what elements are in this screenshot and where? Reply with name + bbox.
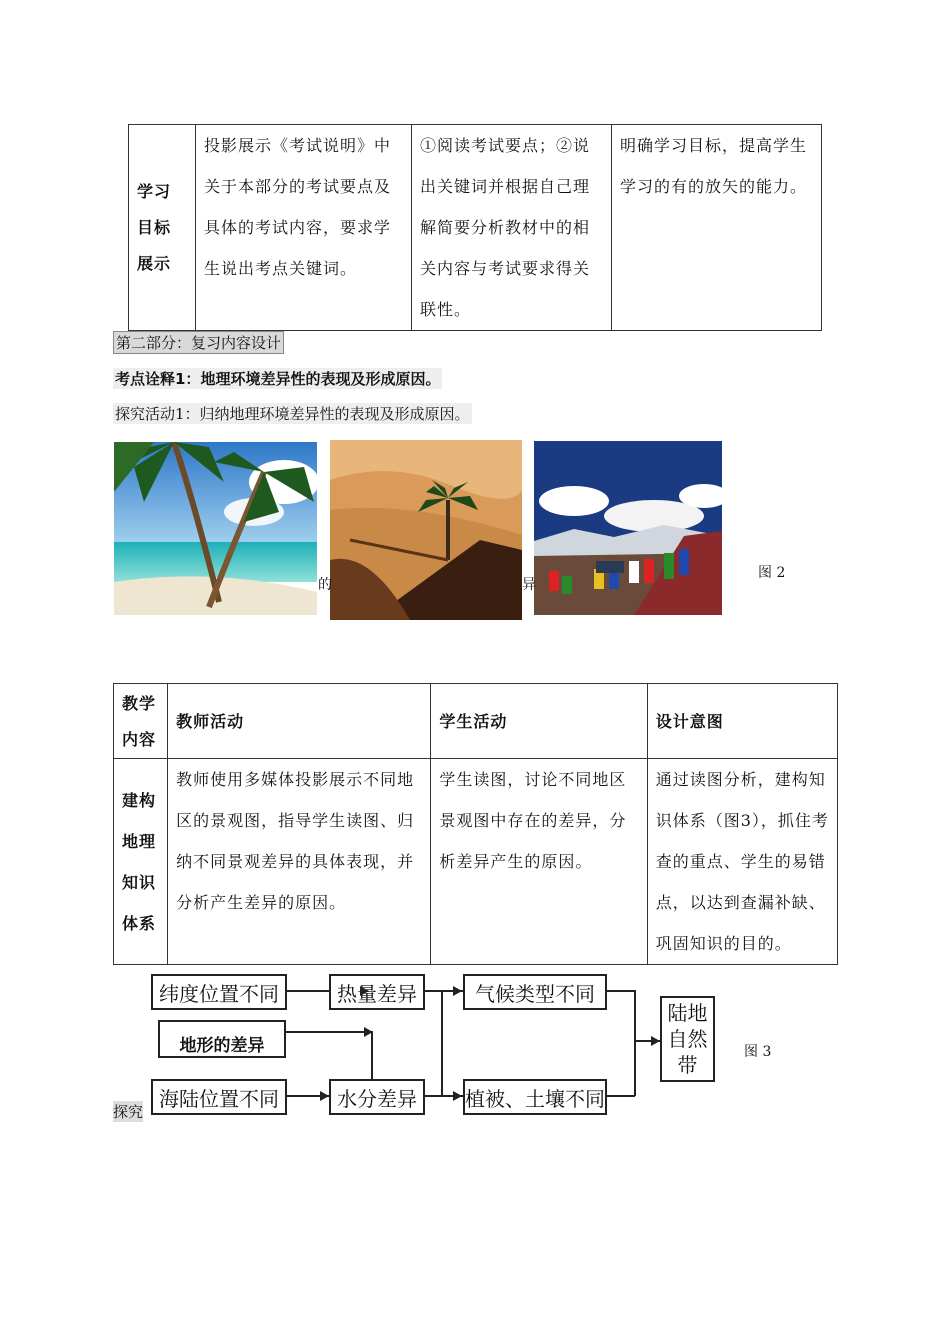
header-teacher: 教师活动 xyxy=(168,684,431,759)
box-heat: 热量差异 xyxy=(329,974,425,1010)
header-purpose: 设计意图 xyxy=(647,684,837,759)
kaodian-title: 考点诠释1：地理环境差异性的表现及形成原因。 xyxy=(115,370,441,388)
objectives-student-cell: ①阅读考试要点；②说出关键词并根据自己理解简要分析教材中的相关内容与考试要求得关联性。 xyxy=(412,125,612,331)
photo-plateau-prayer-flags xyxy=(534,441,722,615)
objectives-table xyxy=(128,124,822,331)
box-climate: 气候类型不同 xyxy=(463,974,607,1010)
arrowhead xyxy=(320,1091,329,1101)
connector-line xyxy=(441,990,443,1096)
activity-title: 探究活动1：归纳地理环境差异性的表现及形成原因。 xyxy=(115,405,470,423)
objectives-teacher-cell: 投影展示《考试说明》中关于本部分的考试要点及具体的考试内容，要求学生说出考点关键词。 xyxy=(196,125,412,331)
box-terrain: 地形的差异 xyxy=(158,1020,286,1058)
section-heading: 第二部分：复习内容设计 xyxy=(113,331,284,354)
box-latitude: 纬度位置不同 xyxy=(151,974,287,1010)
arrow-line xyxy=(284,1031,372,1033)
stray-text-2: 异 xyxy=(522,577,536,593)
objectives-row-label: 学习 目标 展示 xyxy=(129,125,196,331)
row-label: 建构 地理 知识 体系 xyxy=(114,759,168,965)
arrowhead xyxy=(651,1036,660,1046)
arrowhead xyxy=(453,1091,462,1101)
arrowhead xyxy=(364,1027,373,1037)
arrowhead xyxy=(360,986,369,996)
design-purpose-cell: 通过读图分析，建构知识体系（图3），抓住考查的重点、学生的易错点，以达到查漏补缺、巩固知识的目的。 xyxy=(647,759,837,965)
teaching-table xyxy=(113,683,838,965)
stray-text-1: 的 xyxy=(318,577,332,593)
arrow-line xyxy=(285,990,329,992)
photo-desert-palm xyxy=(330,440,522,620)
objectives-purpose-cell: 明确学习目标，提高学生学习的有的放矢的能力。 xyxy=(612,125,822,331)
teacher-activity-cell: 教师使用多媒体投影展示不同地区的景观图，指导学生读图、归纳不同景观差异的具体表现，并分析产生差异的原因。 xyxy=(168,759,431,965)
connector-line xyxy=(605,990,635,992)
box-vegetation: 植被、土壤不同 xyxy=(463,1079,607,1115)
tanjiu-label: 探究 xyxy=(113,1103,144,1121)
figure-3-caption: 图 3 xyxy=(744,1044,772,1060)
connector-line xyxy=(605,1095,635,1097)
student-activity-cell: 学生读图，讨论不同地区景观图中存在的差异，分析差异产生的原因。 xyxy=(431,759,647,965)
figure-2-caption: 图 2 xyxy=(758,565,786,581)
header-student: 学生活动 xyxy=(431,684,647,759)
photo-tropical-beach xyxy=(114,442,317,615)
arrowhead xyxy=(453,986,462,996)
connector-line xyxy=(634,990,636,1096)
header-content: 教学内容 xyxy=(114,684,168,759)
box-water: 水分差异 xyxy=(329,1079,425,1115)
box-land-sea: 海陆位置不同 xyxy=(151,1079,287,1115)
box-natural-zone: 陆地 自然 带 xyxy=(660,996,715,1082)
